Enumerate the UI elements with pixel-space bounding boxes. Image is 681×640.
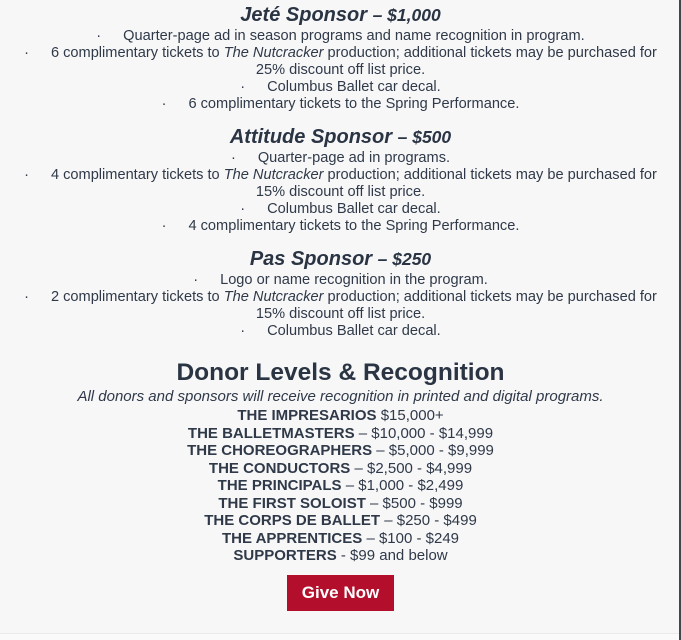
sponsor-price-text: – $500 bbox=[397, 127, 452, 147]
donor-level-range: – $1,000 - $2,499 bbox=[345, 477, 464, 494]
donor-level-row bbox=[0, 547, 681, 565]
bullet-marker: · bbox=[24, 167, 29, 183]
list-item bbox=[0, 323, 681, 340]
donor-level-row bbox=[0, 530, 681, 548]
donor-level-name: THE BALLETMASTERS bbox=[187, 424, 355, 442]
section-pas-sponsor bbox=[0, 247, 681, 340]
list-item bbox=[0, 150, 681, 167]
list-item bbox=[0, 289, 681, 323]
donor-level-name: THE IMPRESARIOS bbox=[237, 407, 377, 424]
benefit-text: 6 complimentary tickets to the Spring Performance. bbox=[188, 96, 520, 112]
bullet-marker: · bbox=[240, 323, 246, 339]
donor-level-range: – $2,500 - $4,999 bbox=[354, 459, 473, 477]
donor-level-range: $15,000+ bbox=[380, 407, 444, 424]
benefit-text: Quarter-page ad in programs. bbox=[257, 150, 451, 166]
donor-level-name: THE CONDUCTORS bbox=[208, 459, 351, 477]
donor-level-range: – $100 - $249 bbox=[366, 529, 460, 547]
donor-level-name: THE APPRENTICES bbox=[221, 529, 363, 547]
sponsor-price-text: – $1,000 bbox=[372, 5, 441, 25]
bullet-marker: · bbox=[193, 272, 199, 288]
donor-level-row bbox=[0, 477, 681, 495]
donor-levels-subtitle: All donors and sponsors will receive recognition in printed and digital programs. bbox=[77, 388, 604, 405]
nutcracker-title-text: The Nutcracker bbox=[223, 289, 324, 305]
donor-level-row bbox=[0, 512, 681, 530]
list-item bbox=[0, 79, 681, 96]
list-item bbox=[0, 96, 681, 113]
benefit-text-line2: 25% discount off list price. bbox=[255, 62, 426, 78]
sponsor-price-text: – $250 bbox=[377, 249, 432, 269]
cta-container bbox=[0, 575, 681, 611]
sponsor-title-text: Pas Sponsor bbox=[249, 248, 373, 270]
benefit-text: Quarter-page ad in season programs and name recognition in program. bbox=[123, 28, 585, 44]
donor-levels-heading: Donor Levels & Recognition bbox=[176, 359, 505, 386]
benefit-text: Logo or name recognition in the program. bbox=[220, 272, 488, 288]
donor-levels-list bbox=[0, 407, 681, 565]
benefit-text: Columbus Ballet car decal. bbox=[267, 323, 441, 339]
list-item bbox=[0, 167, 681, 201]
give-now-button[interactable]: Give Now bbox=[287, 575, 394, 611]
benefit-text: 6 complimentary tickets to bbox=[50, 45, 224, 61]
donor-level-range: – $250 - $499 bbox=[384, 512, 477, 529]
list-item bbox=[0, 218, 681, 235]
attitude-sponsor-benefits bbox=[0, 150, 681, 235]
donor-level-row bbox=[0, 495, 681, 513]
jete-sponsor-benefits bbox=[0, 28, 681, 113]
donor-level-row bbox=[0, 407, 681, 425]
list-item bbox=[0, 201, 681, 218]
donor-level-range: – $500 - $999 bbox=[370, 494, 463, 512]
benefit-text: Columbus Ballet car decal. bbox=[267, 79, 441, 95]
donor-level-name: THE PRINCIPALS bbox=[217, 477, 342, 494]
bullet-marker: · bbox=[24, 45, 29, 61]
section-donor-levels bbox=[0, 360, 681, 565]
donor-level-row bbox=[0, 442, 681, 460]
benefit-text: production; additional tickets may be purchased for bbox=[323, 167, 657, 183]
donor-level-name: SUPPORTERS bbox=[233, 547, 337, 564]
donor-level-range: – $10,000 - $14,999 bbox=[358, 424, 494, 442]
benefit-text-line2: 15% discount off list price. bbox=[255, 306, 426, 322]
list-item bbox=[0, 45, 681, 79]
bullet-marker: · bbox=[230, 150, 236, 166]
donor-level-name: THE FIRST SOLOIST bbox=[218, 494, 366, 512]
bullet-marker: · bbox=[24, 289, 29, 305]
donor-level-name: THE CHOREOGRAPHERS bbox=[187, 442, 373, 459]
pas-sponsor-benefits bbox=[0, 272, 681, 340]
bullet-marker: · bbox=[240, 79, 246, 95]
nutcracker-title-text: The Nutcracker bbox=[223, 45, 324, 61]
jete-sponsor-heading bbox=[0, 3, 681, 27]
benefit-text: 4 complimentary tickets to bbox=[50, 167, 224, 183]
section-jete-sponsor bbox=[0, 3, 681, 113]
bullet-marker: · bbox=[161, 96, 167, 112]
bullet-marker: · bbox=[96, 28, 102, 44]
sponsor-title-text: Jeté Sponsor bbox=[240, 4, 367, 26]
bullet-marker: · bbox=[161, 218, 167, 234]
donor-level-range: - $99 and below bbox=[340, 547, 448, 564]
donor-level-row bbox=[0, 425, 681, 443]
benefit-text: 2 complimentary tickets to bbox=[50, 289, 224, 305]
benefit-text-line2: 15% discount off list price. bbox=[255, 184, 426, 200]
section-attitude-sponsor bbox=[0, 125, 681, 235]
bottom-divider bbox=[0, 633, 681, 640]
sponsor-title-text: Attitude Sponsor bbox=[229, 126, 393, 148]
nutcracker-title-text: The Nutcracker bbox=[223, 167, 324, 183]
benefit-text: production; additional tickets may be purchased for bbox=[323, 289, 657, 305]
pas-sponsor-heading bbox=[0, 247, 681, 271]
benefit-text: Columbus Ballet car decal. bbox=[267, 201, 441, 217]
attitude-sponsor-heading bbox=[0, 125, 681, 149]
list-item bbox=[0, 28, 681, 45]
donor-level-range: – $5,000 - $9,999 bbox=[376, 442, 494, 459]
bullet-marker: · bbox=[240, 201, 246, 217]
list-item bbox=[0, 272, 681, 289]
donor-level-name: THE CORPS DE BALLET bbox=[204, 512, 381, 529]
benefit-text: production; additional tickets may be purchased for bbox=[323, 45, 657, 61]
donor-level-row bbox=[0, 460, 681, 478]
benefit-text: 4 complimentary tickets to the Spring Performance. bbox=[188, 218, 520, 234]
